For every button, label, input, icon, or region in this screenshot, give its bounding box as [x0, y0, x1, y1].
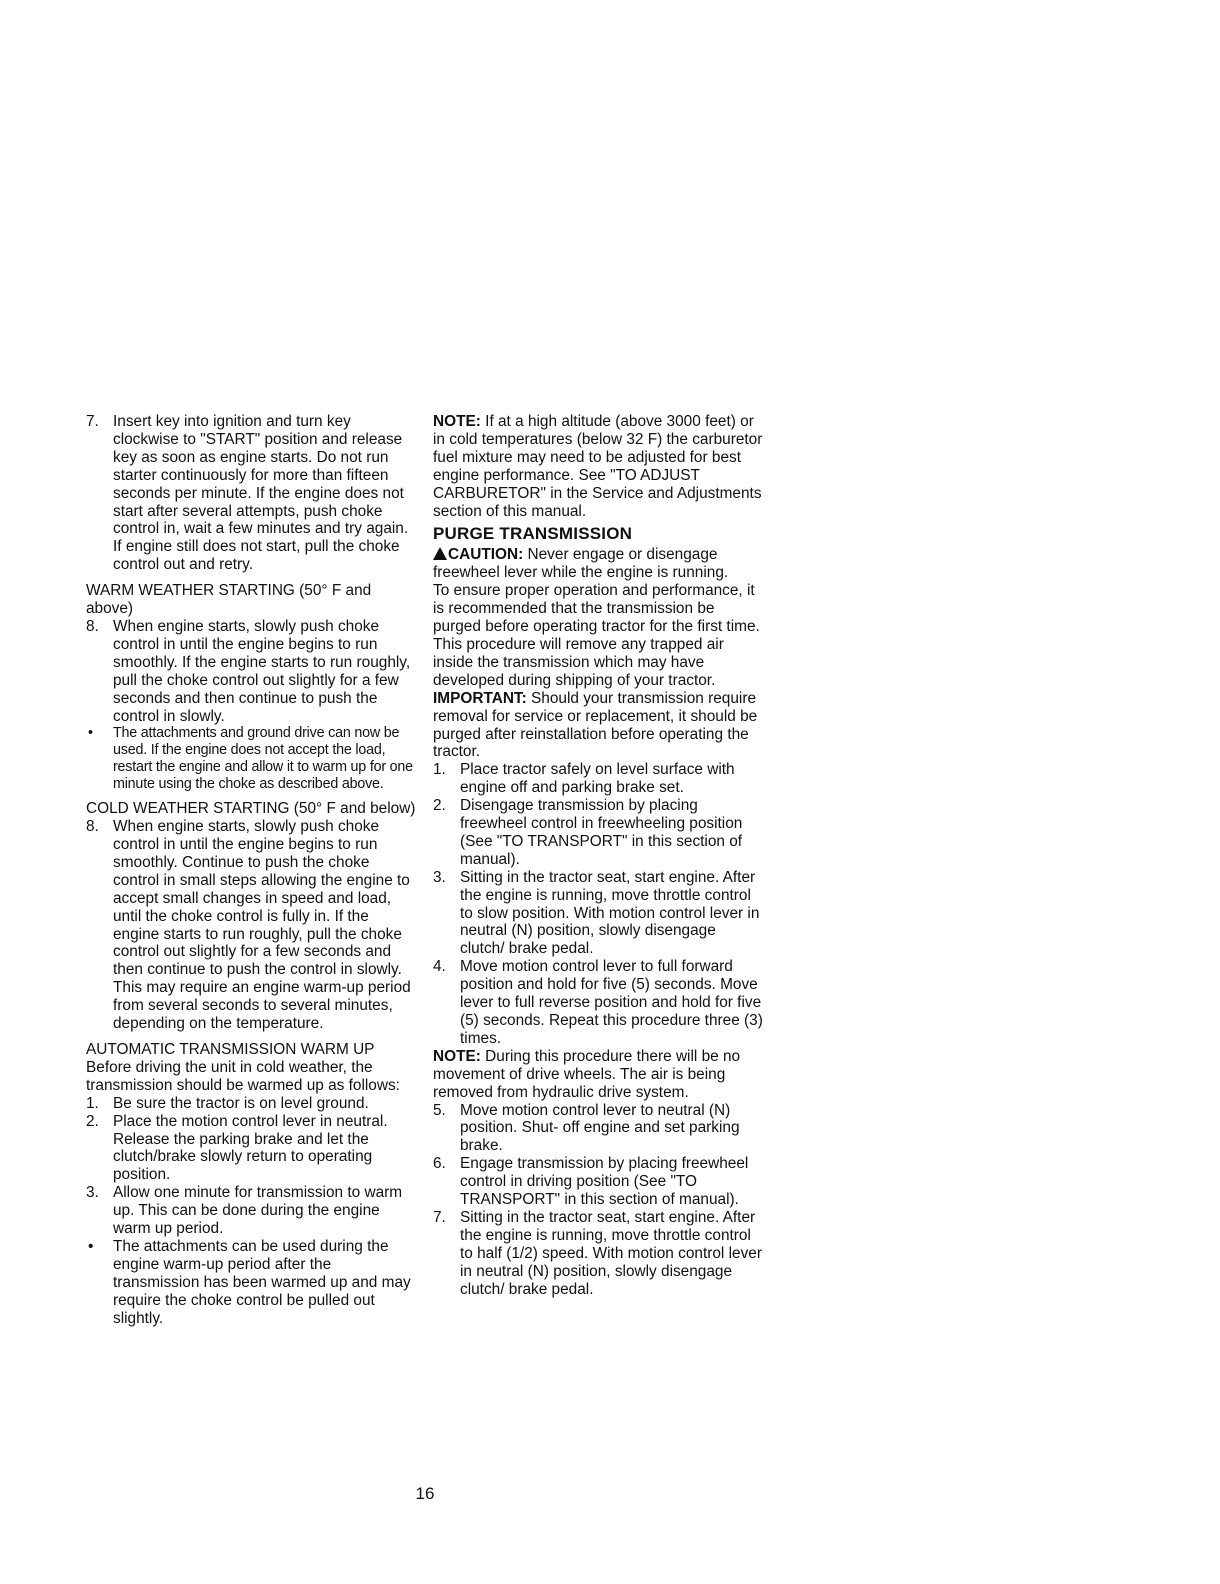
list-item: [433, 761, 763, 797]
purge-steps-list: [433, 761, 763, 1048]
bullet-mark: •: [88, 725, 93, 742]
item-text: Place the motion control lever in neutral. Release the parking brake and let the clutch/brake slowly return to operating position.: [113, 1112, 388, 1184]
item-number: 7.: [86, 413, 99, 430]
section-title: PURGE TRANSMISSION: [433, 524, 633, 544]
list-item: [433, 958, 763, 1048]
auto-transmission-heading: AUTOMATIC TRANSMISSION WARM UP: [86, 1041, 375, 1058]
warning-triangle-icon: [433, 547, 447, 560]
item-number: 8.: [86, 818, 99, 836]
left-column: [86, 413, 416, 1328]
item-number: 5.: [433, 1101, 446, 1119]
list-item: [86, 1113, 416, 1185]
purge-steps-list-continued: [433, 1102, 763, 1299]
item-number: 4.: [433, 958, 446, 976]
item-text: Move motion control lever to neutral (N) position. Shut- off engine and set parking brake.: [460, 1101, 740, 1155]
item-text: Be sure the tractor is on level ground.: [113, 1094, 369, 1112]
important-notice: [433, 690, 763, 762]
item-text: Move motion control lever to full forward position and hold for five (5) seconds. Move lever to full reverse position and hold for five (5) seconds. Repeat this procedure three (3) times.: [460, 958, 763, 1047]
item-number: 7.: [433, 1208, 446, 1226]
purge-paragraph: This procedure will remove any trapped air inside the transmission which may have developed during shipping of your tractor.: [433, 635, 724, 689]
item-text: Sitting in the tractor seat, start engine. After the engine is running, move throttle control to half (1/2) speed. With motion control lever in neutral (N) position, slowly disengage clutch/ brake pedal.: [460, 1208, 762, 1298]
item-number: 3.: [86, 1184, 99, 1202]
important-label: IMPORTANT:: [433, 689, 527, 707]
item-text: The attachments can be used during the engine warm-up period after the transmission has been warmed up and may require the choke control be pulled out slightly.: [113, 1237, 411, 1327]
warm-weather-heading: WARM WEATHER STARTING (50° F and above): [86, 582, 372, 618]
bullet-item: [86, 725, 416, 792]
list-item: [433, 797, 763, 869]
item-text: Disengage transmission by placing freewheel control in freewheeling position (See "TO TRANSPORT" in this section of manual).: [460, 797, 743, 868]
caution-label: CAUTION:: [448, 546, 524, 564]
item-text: The attachments and ground drive can now be used. If the engine does not accept the load, restart the engine and allow it to warm up for one minute using the choke as described above.: [113, 725, 413, 792]
item-number: 3.: [433, 868, 446, 886]
list-item: [433, 869, 763, 959]
list-item: [86, 1095, 416, 1113]
item-number: 2.: [433, 797, 446, 815]
note-text: If at a high altitude (above 3000 feet) or in cold temperatures (below 32 F) the carburetor fuel mixture may need to be adjusted for best engine performance. See "TO ADJUST CARBURETOR" in the Service and Adjustments section of this manual.: [433, 413, 763, 520]
auto-transmission-list: [86, 1095, 416, 1328]
bullet-item: [86, 1238, 416, 1328]
bullet-mark: •: [88, 1237, 94, 1255]
note-label: NOTE:: [433, 413, 481, 430]
auto-transmission-intro: Before driving the unit in cold weather, the transmission should be warmed up as follows:: [86, 1058, 400, 1094]
list-item: [86, 1184, 416, 1238]
caution-notice: [433, 546, 763, 582]
list-item: [86, 618, 416, 725]
note-drive-wheels: [433, 1048, 763, 1102]
item-number: 1.: [433, 761, 446, 779]
item-number: 1.: [86, 1094, 99, 1112]
cold-weather-heading: COLD WEATHER STARTING (50° F and below): [86, 800, 416, 818]
right-column: [433, 413, 763, 1299]
list-item: [433, 1102, 763, 1156]
item-text: When engine starts, slowly push choke control in until the engine begins to run smoothly. If the engine starts to run roughly, pull the choke control out slightly for a few seconds and then continue to push the control in slowly.: [113, 617, 411, 725]
item-text: Sitting in the tractor seat, start engine. After the engine is running, move throttle control to slow position. With motion control lever in neutral (N) position, slowly disengage clutch/ brake pedal.: [460, 868, 760, 958]
list-item: [433, 1209, 763, 1299]
list-item: [86, 413, 416, 574]
item-number: 6.: [433, 1155, 446, 1173]
note-label: NOTE:: [433, 1047, 481, 1065]
page-number: 16: [415, 1484, 435, 1503]
list-item: [86, 818, 416, 1033]
item-text: Allow one minute for transmission to warm up. This can be done during the engine warm up period.: [113, 1184, 403, 1238]
purge-paragraph: To ensure proper operation and performance, it is recommended that the transmission be purged before operating tractor for the first time.: [433, 582, 760, 636]
item-text: Engage transmission by placing freewheel control in driving position (See "TO TRANSPORT" in this section of manual).: [460, 1155, 749, 1209]
item-number: 8.: [86, 617, 99, 635]
item-text: Insert key into ignition and turn key clockwise to "START" position and release key as soon as engine starts. Do not run starter continuously for more than fifteen seconds per minute. If the engine does not start after several attempts, push choke control in, wait a few minutes and try again. If engine still does not start, pull the choke control out and retry.: [113, 413, 409, 574]
item-text: When engine starts, slowly push choke control in until the engine begins to run smoothly. Continue to push the choke control in small steps allowing the engine to accept small changes in speed and load, until the choke control is fully in. If the engine starts to run roughly, pull the choke control out slightly for a few seconds and then continue to push the control in slowly. This may require an engine warm-up period from several seconds to several minutes, depending on the temperature.: [113, 818, 411, 1033]
note-altitude: [433, 413, 763, 520]
important-text: Should your transmission require removal for service or replacement, it should be purged after reinstallation before operating the tractor.: [433, 689, 758, 761]
caution-text: Never engage or disengage freewheel lever while the engine is running.: [433, 546, 729, 582]
list-item: [433, 1155, 763, 1209]
item-number: 2.: [86, 1112, 99, 1130]
note-text: During this procedure there will be no movement of drive wheels. The air is being removed from hydraulic drive system.: [433, 1047, 741, 1101]
item-text: Place tractor safely on level surface with engine off and parking brake set.: [460, 761, 735, 797]
